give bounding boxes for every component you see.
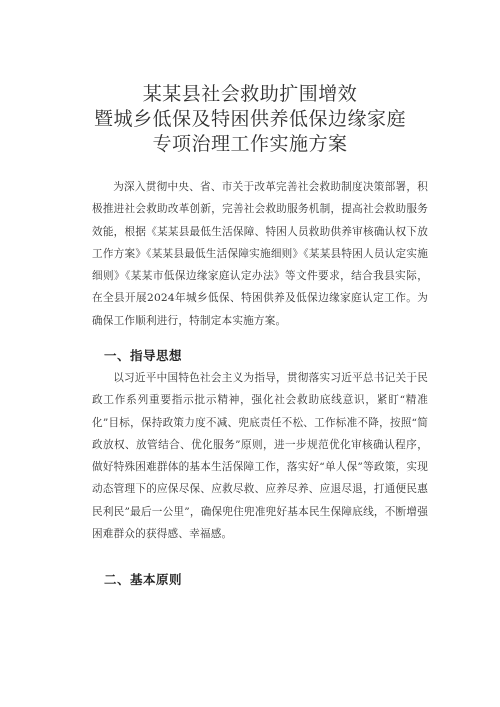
- section-heading-guiding-ideology: 一、指导思想: [104, 348, 183, 363]
- section-heading-basic-principles: 二、基本原则: [104, 572, 183, 587]
- title-line-3: 专项治理工作实施方案: [152, 133, 348, 155]
- intro-paragraph: 为深入贯彻中央、省、市关于改革完善社会救助制度决策部署，积极推进社会救助改革创新，完善社会救助服务机制，提高社会救助服务效能，根据《某某县最低生活保障、特困人员救助供养审核确认权下放工作方案》《某某县最低生活保障实施细则》《某某县特困人员认定实施细则》《某某市低保边缘家庭认定办法》等文件要求，结合我县实际，在全县开展2024年城乡低保、特困供养及低保边缘家庭认定工作。为确保工作顺利进行，特制定本实施方案。: [92, 181, 428, 327]
- title-line-2: 暨城乡低保及特困供养低保边缘家庭: [93, 108, 406, 130]
- title-line-1: 某某县社会救助扩围增效: [142, 83, 358, 105]
- section-1-paragraph: 以习近平中国特色社会主义为指导，贯彻落实习近平总书记关于民政工作系列重要指示批示精神，强化社会救助底线意识，紧盯“精准化”目标，保持政策力度不减、兜底责任不松、工作标准不降，按照“简政放权、放管结合、优化服务”原则，进一步规范优化审核确认程序，做好特殊困难群体的基本生活保障工作，落实好“单人保”等政策，实现动态管理下的应保尽保、应救尽救、应养尽养、应退尽退，打通便民惠民利民”最后一公里”，确保兜住兜准兜好基本民生保障底线，不断增强困难群众的获得感、幸福感。: [92, 372, 428, 541]
- document-title: [0, 82, 500, 157]
